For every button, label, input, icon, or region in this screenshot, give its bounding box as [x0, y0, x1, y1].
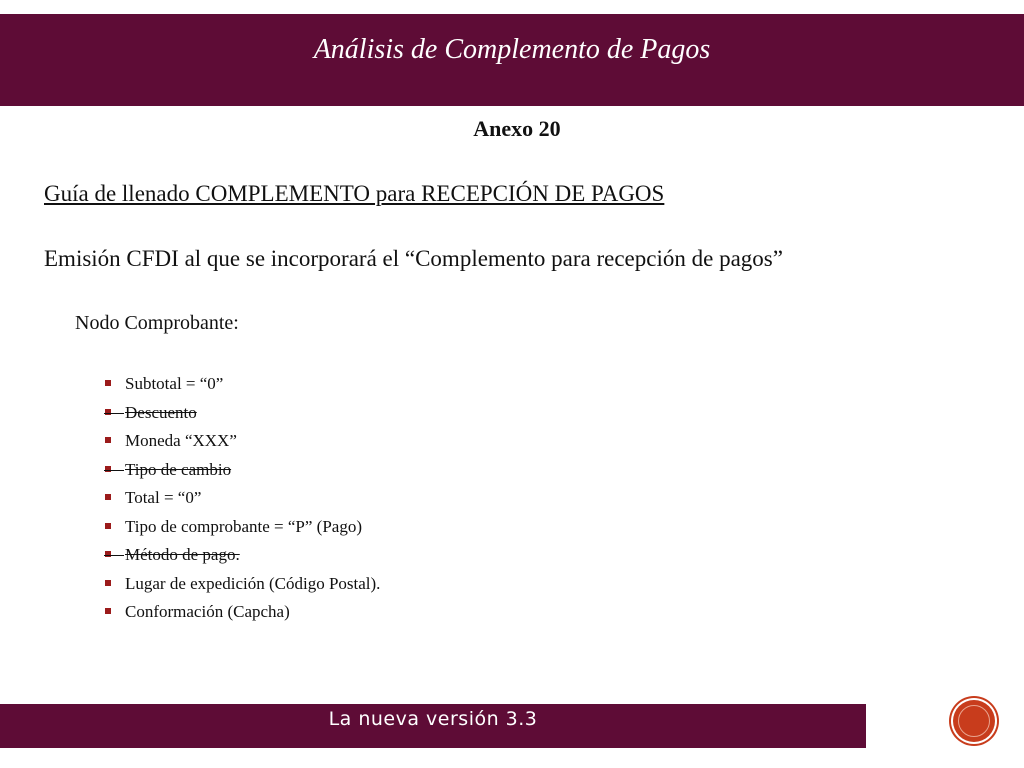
- footer-text: La nueva versión 3.3: [328, 708, 538, 730]
- bullet-icon: [105, 437, 111, 443]
- node-items-list: [104, 370, 380, 627]
- bullet-icon: [105, 580, 111, 586]
- list-item: [104, 399, 380, 428]
- list-item: [104, 570, 380, 599]
- bullet-icon: [105, 494, 111, 500]
- list-item-label: Tipo de comprobante = “P” (Pago): [125, 516, 363, 536]
- slide-title: Análisis de Complemento de Pagos: [313, 34, 711, 65]
- bullet-icon: [105, 409, 111, 415]
- annex-heading: Anexo 20: [473, 116, 561, 141]
- list-item: [104, 541, 380, 570]
- bullet-icon: [105, 466, 111, 472]
- list-item-label: Conformación (Capcha): [125, 602, 290, 621]
- list-item: [104, 370, 380, 399]
- list-item: [104, 456, 380, 485]
- guide-heading: Guía de llenado COMPLEMENTO para RECEPCIÓN DE PAGOS: [44, 181, 665, 206]
- list-item-label: Lugar de expedición (Código Postal).: [125, 573, 381, 593]
- list-item: [104, 513, 380, 542]
- page-number-circle-icon[interactable]: [953, 700, 995, 742]
- node-label: Nodo Comprobante:: [75, 312, 239, 334]
- list-item-label: Método de pago.: [125, 545, 240, 564]
- bullet-icon: [105, 380, 111, 386]
- list-item-label: Descuento: [125, 402, 197, 422]
- list-item: [104, 598, 380, 627]
- list-item: [104, 427, 380, 456]
- bullet-icon: [105, 608, 111, 614]
- list-item-label: Moneda “XXX”: [125, 431, 237, 450]
- list-item-label: Tipo de cambio: [125, 459, 232, 479]
- bullet-icon: [105, 551, 111, 557]
- emission-text: Emisión CFDI al que se incorporará el “Complemento para recepción de pagos”: [44, 246, 783, 271]
- list-item-label: Total = “0”: [125, 488, 202, 507]
- list-item-label: Subtotal = “0”: [125, 374, 224, 393]
- circle-inner-ring: [958, 705, 990, 737]
- list-item: [104, 484, 380, 513]
- bullet-icon: [105, 523, 111, 529]
